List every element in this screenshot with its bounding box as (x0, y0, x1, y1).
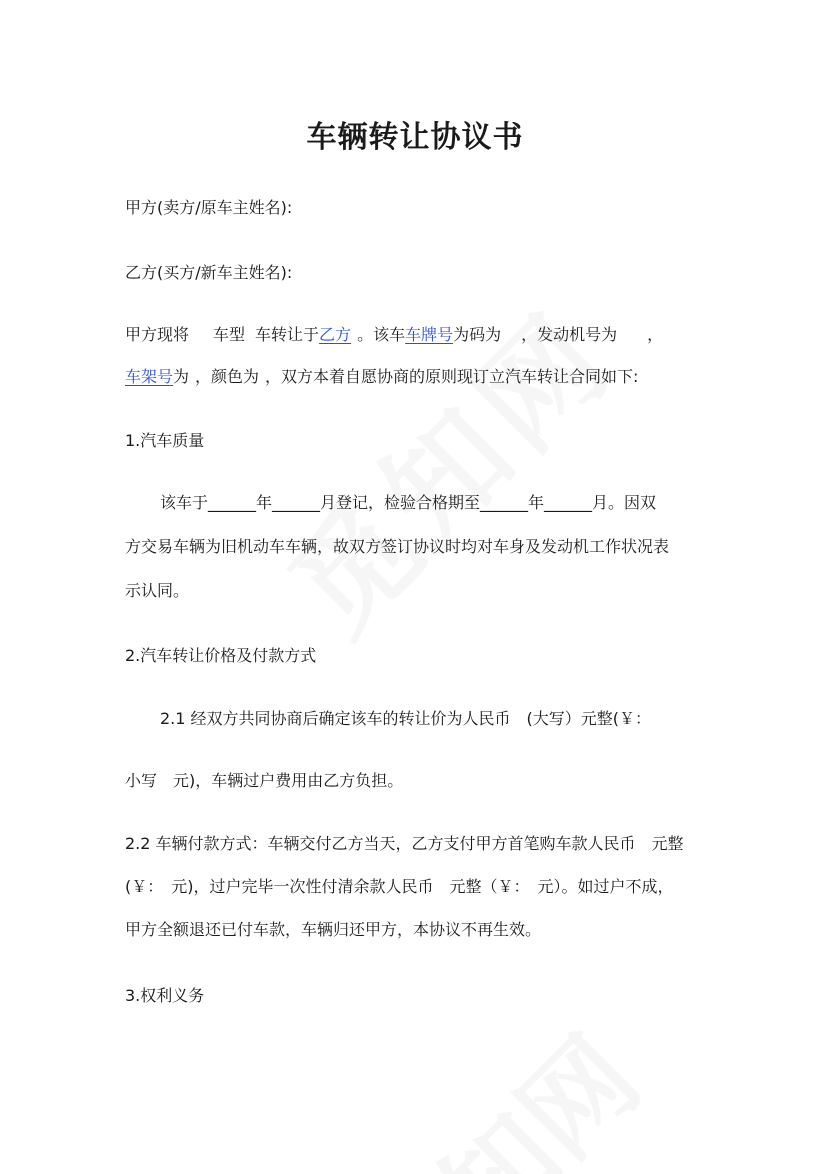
intro-text: 车转让于 (255, 325, 320, 344)
section-1-heading: 1.汽车质量 (125, 431, 205, 450)
party-a-label: 甲方(卖方/原车主姓名): (125, 198, 293, 217)
clause-2-2-line-1: 2.2 车辆付款方式：车辆交付乙方当天，乙方支付甲方首笔购车款人民币 元整 (125, 834, 684, 853)
section-1-line-1: 该车于______年______月登记，检验合格期至______年______月。因双 (160, 493, 657, 512)
section-1-line-3: 示认同。 (125, 581, 190, 600)
clause-2-1-line-2: 小写 元)，车辆过户费用由乙方负担。 (125, 771, 404, 790)
intro-text: ， (647, 325, 664, 344)
section-3-heading: 3.权利义务 (125, 986, 205, 1005)
intro-line-1 (125, 324, 663, 346)
intro-text: 甲方现将 (125, 325, 190, 344)
watermark-bottom (322, 996, 667, 1174)
intro-text: 为码为 (453, 325, 502, 344)
intro-text: 。该车 (357, 325, 406, 344)
section-2-heading: 2.汽车转让价格及付款方式 (125, 646, 317, 665)
clause-2-2-line-2: (￥： 元)，过户完毕一次性付清余款人民币 元整（￥： 元）。如过户不成， (125, 877, 674, 896)
intro-text: ，双方本着自愿协商的原则现订立汽车转让合同如下: (265, 367, 639, 386)
intro-text: 车型 (213, 325, 246, 344)
frame-number-link[interactable]: 车架号 (125, 367, 174, 386)
intro-text: ，发动机号为 (521, 325, 618, 344)
intro-text: ，颜色为 (195, 367, 260, 386)
section-1-line-2: 方交易车辆为旧机动车车辆，故双方签订协议时均对车身及发动机工作状况表 (125, 537, 670, 556)
party-b-label: 乙方(买方/新车主姓名): (125, 263, 293, 282)
clause-2-1-line-1: 2.1 经双方共同协商后确定该车的转让价为人民币 (大写）元整(￥： (160, 709, 652, 728)
party-b-link[interactable]: 乙方 (319, 325, 352, 344)
intro-line-2 (125, 366, 638, 388)
plate-number-link[interactable]: 车牌号 (405, 325, 454, 344)
clause-2-2-line-3: 甲方全额退还已付车款，车辆归还甲方，本协议不再生效。 (125, 920, 542, 939)
document-title: 车辆转让协议书 (306, 120, 524, 155)
intro-text: 为 (173, 367, 190, 386)
